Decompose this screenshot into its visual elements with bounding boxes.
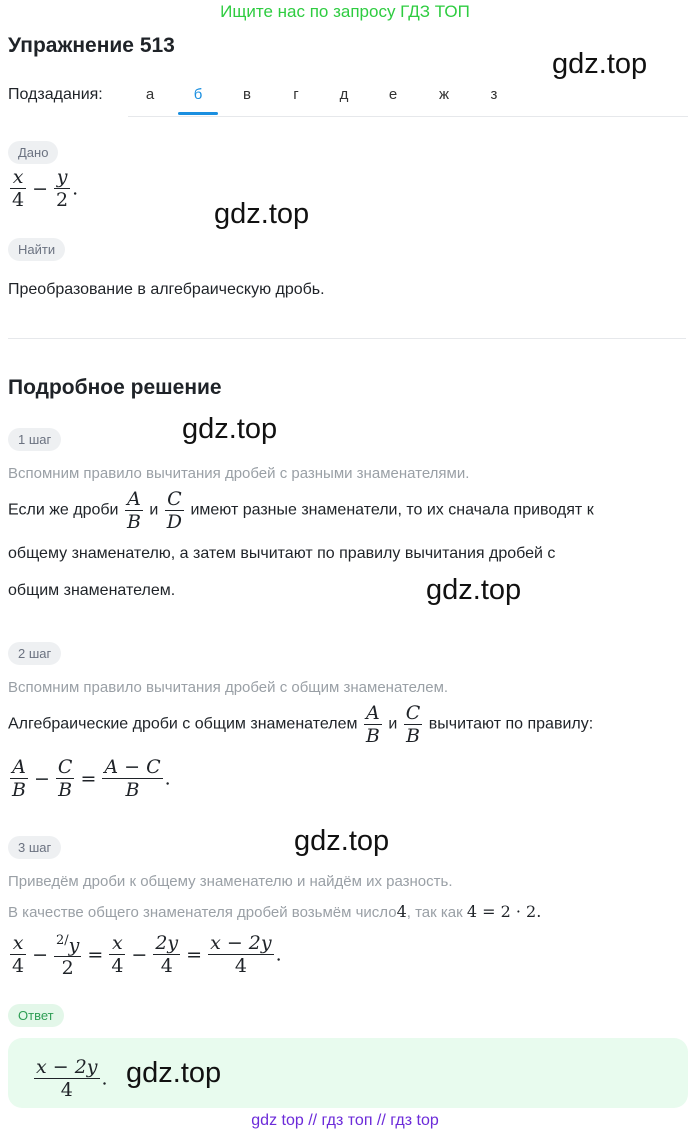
step2-badge: 2 шаг xyxy=(8,642,61,665)
step2-note: Вспомним правило вычитания дробей с общим знаменателем. xyxy=(8,679,449,696)
given-expression: $\frac{x}{4}$ − $\frac{y}{2}$ . xyxy=(12,166,79,211)
watermark: gdz.top xyxy=(214,198,310,230)
step1-badge: 1 шаг xyxy=(8,428,61,451)
step3-text: В качестве общего знаменателя дробей возьмём число4, так как 4 = 2 · 2. xyxy=(8,902,542,921)
step2-text: Алгебраические дроби с общим знаменателем $\frac{A}{B}$ и $\frac{C}{B}$ вычитают по правилу: xyxy=(8,702,594,747)
tab-g[interactable]: г xyxy=(293,86,299,103)
step3-badge: 3 шаг xyxy=(8,836,61,859)
answer-expression: $\frac{x - 2y}{4}$ . xyxy=(36,1056,108,1101)
tab-b[interactable]: б xyxy=(193,86,203,103)
tab-d[interactable]: д xyxy=(339,86,349,103)
step3-note: Приведём дроби к общему знаменателю и найдём их разность. xyxy=(8,873,453,890)
step2-formula: $\frac{A}{B}$ − $\frac{C}{B}$ = $\frac{A - C}{B}$ . xyxy=(12,756,171,801)
fraction-c-d: $\frac{C}{D}$ xyxy=(166,488,182,533)
tab-z[interactable]: з xyxy=(490,86,498,103)
watermark: gdz.top xyxy=(294,825,390,857)
step1-note: Вспомним правило вычитания дробей с разными знаменателями. xyxy=(8,465,470,482)
divider xyxy=(8,338,686,339)
fraction-a-b: $\frac{A}{B}$ xyxy=(126,488,141,533)
fraction-a-b: $\frac{A}{B}$ xyxy=(365,702,380,747)
answer-badge: Ответ xyxy=(8,1004,64,1027)
solution-title: Подробное решение xyxy=(8,376,222,399)
watermark: gdz.top xyxy=(182,413,278,445)
find-badge: Найти xyxy=(8,238,65,261)
tab-v[interactable]: в xyxy=(243,86,251,103)
watermark: gdz.top xyxy=(426,574,522,606)
tab-zh[interactable]: ж xyxy=(438,86,450,103)
page-title: Упражнение 513 xyxy=(8,34,175,57)
subtasks-label: Подзадания: xyxy=(8,86,103,103)
search-banner[interactable]: Ищите нас по запросу ГДЗ ТОП xyxy=(220,2,470,21)
watermark: gdz.top xyxy=(552,48,648,80)
step3-formula: $\frac{x}{4}$ − $\frac{^{2/}y}{2}$ = $\frac{x}{4}$ − $\frac{2y}{4}$ = $\frac{x - 2y}{4}$ . xyxy=(8,930,282,979)
step1-text: Если же дроби $\frac{A}{B}$ и $\frac{C}{D}$ имеют разные знаменатели, то их сначала приводят к xyxy=(8,488,594,533)
active-tab-indicator xyxy=(178,112,218,115)
given-badge: Дано xyxy=(8,141,58,164)
tab-e[interactable]: е xyxy=(388,86,398,103)
fraction-c-b: $\frac{C}{B}$ xyxy=(405,702,421,747)
find-text: Преобразование в алгебраическую дробь. xyxy=(8,281,325,298)
footer-links[interactable]: gdz top // гдз топ // гдз top xyxy=(251,1112,439,1129)
tab-a[interactable]: а xyxy=(145,86,155,103)
subtasks-tabs xyxy=(128,78,688,117)
step1-text-line3: общим знаменателем. xyxy=(8,582,176,599)
watermark: gdz.top xyxy=(126,1057,222,1089)
answer-box xyxy=(8,1038,688,1108)
step1-text-line2: общему знаменателю, а затем вычитают по правилу вычитания дробей с xyxy=(8,545,556,562)
